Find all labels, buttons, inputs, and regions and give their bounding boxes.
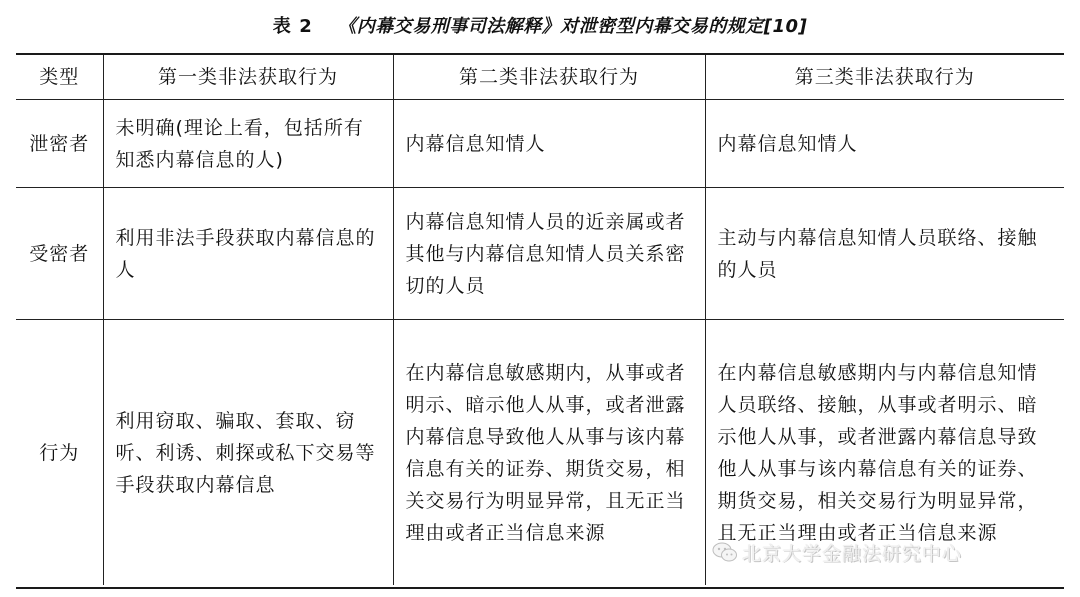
cell-text: 未明确(理论上看，包括所有知悉内幕信息的人) (115, 116, 364, 171)
table-row-conduct (16, 320, 1064, 586)
row-label-conduct: 行为 (16, 320, 103, 586)
recipient-third (705, 188, 1064, 320)
cell-text: 利用窃取、骗取、套取、窃听、利诱、刺探或私下交易等手段获取内幕信息 (115, 409, 376, 496)
cell-text: 利用非法手段获取内幕信息的人 (115, 226, 376, 281)
leaker-first (103, 100, 393, 188)
conduct-first (103, 320, 393, 586)
table-row-recipient (16, 188, 1064, 320)
regulation-table (16, 55, 1064, 585)
caption-number: 2 (299, 16, 313, 37)
table-caption (0, 12, 1080, 38)
cell-text: 内幕信息知情人 (717, 132, 858, 155)
cell-text: 内幕信息知情人员的近亲属或者其他与内幕信息知情人员关系密切的人员 (405, 210, 686, 297)
header-second-category: 第二类非法获取行为 (393, 55, 705, 100)
recipient-first (103, 188, 393, 320)
watermark-text: 北京大学金融法研究中心 (742, 542, 963, 565)
cell-text: 内幕信息知情人 (405, 132, 546, 155)
row-label-leaker: 泄密者 (16, 100, 103, 188)
row-label-recipient: 受密者 (16, 188, 103, 320)
conduct-second (393, 320, 705, 586)
cell-text: 在内幕信息敏感期内，从事或者明示、暗示他人从事，或者泄露内幕信息导致他人从事与该内幕信息有关的证券、期货交易，相关交易行为明显异常，且无正当理由或者正当信息来源 (405, 361, 686, 544)
table-header-row (16, 55, 1064, 100)
header-third-category: 第三类非法获取行为 (705, 55, 1064, 100)
cell-text: 在内幕信息敏感期内与内幕信息知情人员联络、接触，从事或者明示、暗示他人从事，或者泄露内幕信息导致他人从事与该内幕信息有关的证券、期货交易，相关交易行为明显异常，且无正当理由或者正当信息来源 (717, 361, 1038, 544)
cell-text: 主动与内幕信息知情人员联络、接触的人员 (717, 226, 1038, 281)
leaker-third (705, 100, 1064, 188)
caption-title: 《内幕交易刑事司法解释》对泄密型内幕交易的规定[10] (338, 16, 808, 37)
header-first-category: 第一类非法获取行为 (103, 55, 393, 100)
leaker-second (393, 100, 705, 188)
header-type: 类型 (16, 55, 103, 100)
recipient-second (393, 188, 705, 320)
table-row-leaker (16, 100, 1064, 188)
table-bottom-rule (16, 587, 1064, 589)
caption-label: 表 (272, 16, 292, 37)
conduct-third (705, 320, 1064, 586)
